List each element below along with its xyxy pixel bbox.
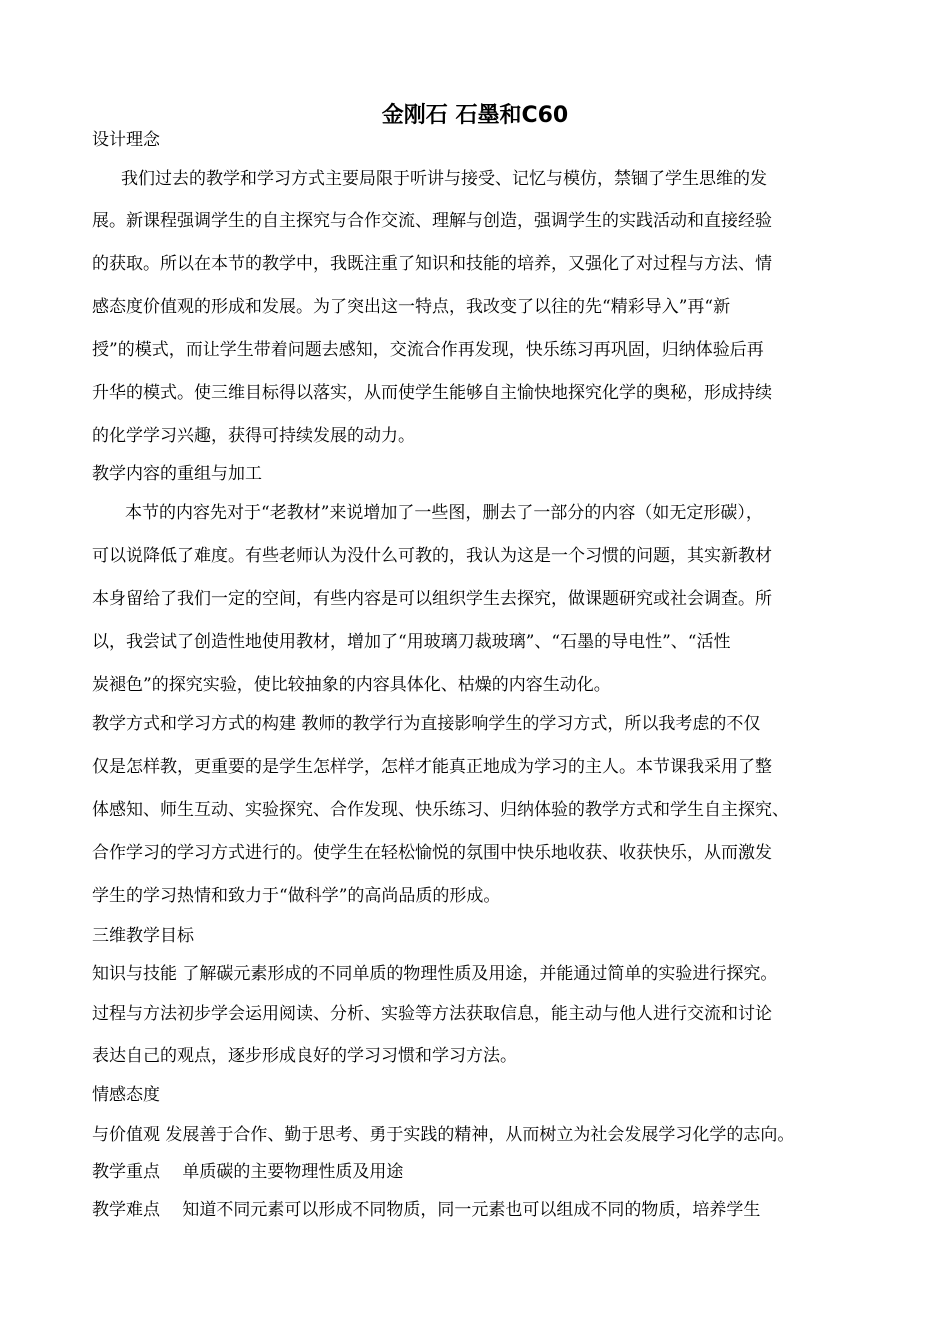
key-point-line: 教学重点 单质碳的主要物理性质及用途 <box>92 1162 404 1182</box>
paragraph-line: 本身留给了我们一定的空间，有些内容是可以组织学生去探究，做课题研究或社会调查。所 <box>92 589 772 609</box>
paragraph-line: 的化学学习兴趣，获得可持续发展的动力。 <box>92 426 415 446</box>
paragraph-line: 体感知、师生互动、实验探究、合作发现、快乐练习、归纳体验的教学方式和学生自主探究、 <box>92 800 789 820</box>
paragraph-line: 展。新课程强调学生的自主探究与合作交流、理解与创造，强调学生的实践活动和直接经验 <box>92 211 772 231</box>
paragraph-line: 过程与方法初步学会运用阅读、分析、实验等方法获取信息，能主动与他人进行交流和讨论 <box>92 1004 772 1024</box>
paragraph-line: 感态度价值观的形成和发展。为了突出这一特点，我改变了以往的先“精彩导入”再“新 <box>92 297 731 317</box>
section-heading-content: 教学内容的重组与加工 <box>92 464 262 484</box>
paragraph-line: 我们过去的教学和学习方式主要局限于听讲与接受、记忆与模仿，禁锢了学生思维的发 <box>121 169 767 189</box>
paragraph-line: 授”的模式，而让学生带着问题去感知，交流合作再发现，快乐练习再巩固，归纳体验后再 <box>92 340 764 360</box>
section-heading-attitude: 情感态度 <box>92 1085 160 1105</box>
paragraph-line: 以，我尝试了创造性地使用教材，增加了“用玻璃刀裁玻璃”、“石墨的导电性”、“活性 <box>92 632 731 652</box>
paragraph-line: 教学方式和学习方式的构建 教师的教学行为直接影响学生的学习方式，所以我考虑的不仅 <box>92 714 761 734</box>
paragraph-line: 本节的内容先对于“老教材”来说增加了一些图，删去了一部分的内容（如无定形碳）， <box>125 503 763 523</box>
paragraph-line: 合作学习的学习方式进行的。使学生在轻松愉悦的氛围中快乐地收获、收获快乐，从而激发 <box>92 843 772 863</box>
section-heading-goals: 三维教学目标 <box>92 926 194 946</box>
paragraph-line: 知识与技能 了解碳元素形成的不同单质的物理性质及用途，并能通过简单的实验进行探究。 <box>92 964 778 984</box>
paragraph-line: 的获取。所以在本节的教学中，我既注重了知识和技能的培养，又强化了对过程与方法、情 <box>92 254 772 274</box>
paragraph-line: 表达自己的观点，逐步形成良好的学习习惯和学习方法。 <box>92 1046 517 1066</box>
paragraph-line: 与价值观 发展善于合作、勤于思考、勇于实践的精神，从而树立为社会发展学习化学的志向。 <box>92 1125 795 1145</box>
paragraph-line: 学生的学习热情和致力于“做科学”的高尚品质的形成。 <box>92 886 501 906</box>
difficulty-line: 教学难点 知道不同元素可以形成不同物质，同一元素也可以组成不同的物质，培养学生 <box>92 1200 761 1220</box>
paragraph-line: 炭褪色”的探究实验，使比较抽象的内容具体化、枯燥的内容生动化。 <box>92 675 611 695</box>
paragraph-line: 可以说降低了难度。有些老师认为没什么可教的，我认为这是一个习惯的问题，其实新教材 <box>92 546 772 566</box>
section-heading-design: 设计理念 <box>92 130 160 150</box>
paragraph-line: 升华的模式。使三维目标得以落实，从而使学生能够自主愉快地探究化学的奥秘，形成持续 <box>92 383 772 403</box>
page-title: 金刚石 石墨和C60 <box>381 103 569 128</box>
paragraph-line: 仅是怎样教，更重要的是学生怎样学，怎样才能真正地成为学习的主人。本节课我采用了整 <box>92 757 772 777</box>
